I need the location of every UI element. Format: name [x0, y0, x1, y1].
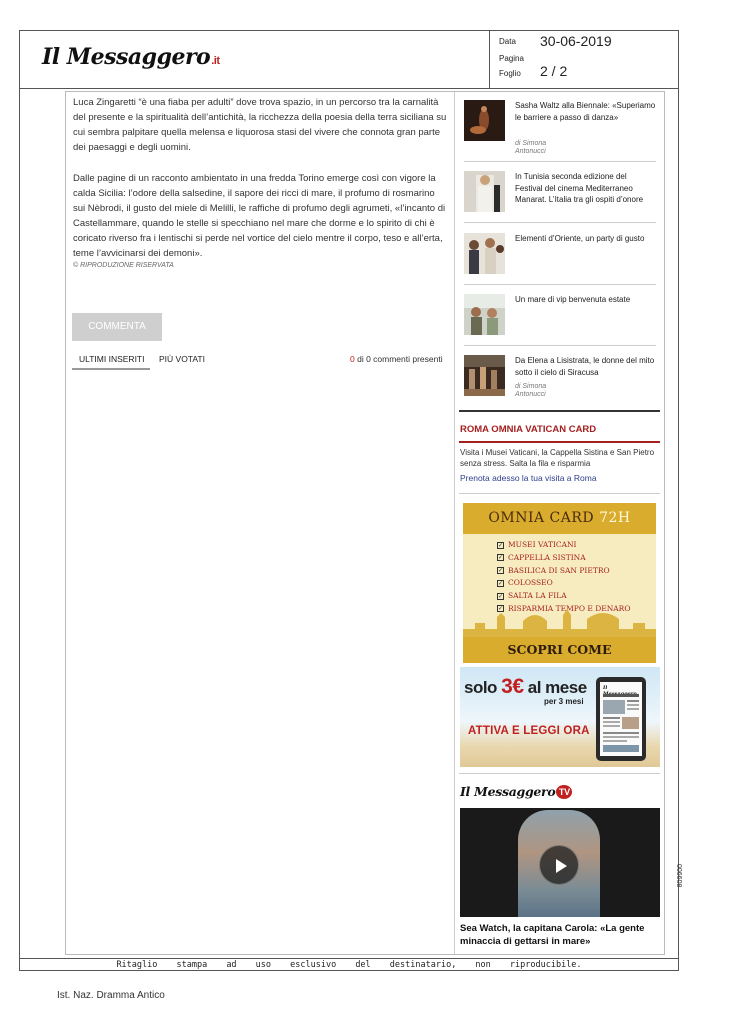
news-author: di Simona Antonucci — [515, 140, 547, 155]
omnia-card-item — [497, 577, 630, 590]
omnia-card-ad[interactable] — [463, 503, 656, 663]
omnia-description: Visita i Musei Vaticani, la Cappella Sistina e San Pietro senza stress. Salta la fila e risparmia — [460, 448, 655, 468]
omnia-card-title — [463, 503, 656, 534]
video-caption[interactable]: Sea Watch, la capitana Carola: «La gente minaccia di gettarsi in mare» — [460, 923, 645, 947]
rome-skyline-icon — [463, 603, 656, 637]
date-value: 30-06-2019 — [540, 33, 612, 49]
news-thumbnail — [464, 294, 505, 335]
omnia-card-title-text: OMNIA CARD — [488, 510, 595, 526]
omnia-card-item-label: MUSEI VATICANI — [508, 540, 577, 549]
omnia-card-item-label: BASILICA DI SAN PIETRO — [508, 565, 610, 575]
news-author: di Simona Antonucci — [515, 383, 547, 398]
news-thumbnail — [464, 171, 505, 212]
checkbox-icon: ✓ — [498, 554, 504, 562]
comment-count — [350, 354, 443, 364]
omnia-section-title[interactable]: ROMA OMNIA VATICAN CARD — [460, 424, 597, 435]
section-separator — [459, 493, 660, 494]
promo-price-prefix: solo — [464, 678, 502, 697]
news-title[interactable]: In Tunisia seconda edizione del Festival del cinema Mediterraneo Manarat. L’Italia tra gli ospiti d’onore — [515, 172, 644, 204]
checkbox-icon: ✓ — [498, 605, 504, 613]
comment-count-text: di 0 commenti presenti — [354, 354, 443, 364]
copyright-note: © RIPRODUZIONE RISERVATA — [73, 262, 174, 269]
article-paragraph: Luca Zingaretti “è una fiaba per adulti” dove trova spazio, in un percorso tra la carnalità del presente e la spiritualità dell’antichità, la ricchezza della poesia della terra siciliana su cui sembra palpitare quella melensa e liquorosa stasi del vivere che connota gran parte dei paesaggi e degli uomini. — [73, 97, 447, 153]
newspaper-page-icon — [603, 694, 639, 752]
play-icon[interactable] — [539, 845, 579, 885]
news-title[interactable]: Sasha Waltz alla Biennale: «Superiamo le barriere a passo di danza» — [515, 101, 656, 122]
promo-price — [464, 675, 587, 699]
tablet-masthead: Il — [603, 685, 608, 691]
logo-tld: .it — [211, 55, 220, 67]
promo-price-suffix: al mese — [523, 678, 587, 697]
subscription-promo[interactable] — [460, 667, 660, 767]
article-paragraph: Dalle pagine di un racconto ambientato in una fredda Torino emerge così con vigore la calda Sicilia: l’odore della salsedine, il sapore dei ricci di mare, il profumo di rosmarino sui Nèbrodi, il gusto del miele di Melilli, le raffiche di profumo degli agrumeti, «l’incanto di Castellammare, quando le stelle si specchiano nel mare che dorme e lo spirito di chi è coricato riverso fra i lentischi si perde nel vortice del cielo mentre il corpo, teso e all’erta, teme l’avvicinarsi dei demoni». — [73, 173, 446, 259]
omnia-card-item — [497, 552, 630, 565]
section-top-rule — [459, 410, 660, 412]
promo-price-amount: 3 — [501, 675, 513, 698]
column-divider — [454, 92, 455, 954]
checkbox-icon: ✓ — [498, 541, 504, 549]
omnia-card-item — [497, 565, 630, 578]
sheet-value: 2 / 2 — [540, 63, 568, 79]
news-title[interactable]: Da Elena a Lisistrata, le donne del mito sotto il cielo di Siracusa — [515, 356, 655, 377]
news-thumbnail — [464, 355, 505, 396]
news-title[interactable]: Elementi d’Oriente, un party di gusto — [515, 234, 645, 243]
tv-logo-text: Il Messaggero — [460, 784, 556, 799]
tab-most-voted[interactable]: PIÙ VOTATI — [159, 354, 205, 364]
promo-duration: per 3 mesi — [544, 697, 584, 706]
tv-badge: TV — [556, 785, 572, 799]
reproduction-notice: Ritaglio stampa ad uso esclusivo del destinatario, non riproducibile. — [116, 960, 582, 970]
checkbox-icon: ✓ — [498, 592, 504, 600]
tab-latest[interactable]: ULTIMI INSERITI — [72, 354, 150, 370]
omnia-card-item-label: COLOSSEO — [508, 578, 553, 588]
omnia-card-item-label: CAPPELLA SISTINA — [508, 552, 586, 562]
section-title-rule — [459, 441, 660, 443]
header-vertical-divider — [489, 30, 490, 88]
news-title[interactable]: Un mare di vip benvenuta estate — [515, 295, 631, 304]
page-label: Pagina — [499, 54, 524, 63]
tablet-icon — [596, 677, 646, 761]
checkbox-icon: ✓ — [498, 579, 504, 587]
checkbox-icon: ✓ — [498, 567, 504, 575]
omnia-card-item — [497, 539, 630, 552]
omnia-card-cta[interactable]: SCOPRI COME — [463, 637, 656, 663]
omnia-card-item — [497, 590, 630, 603]
news-separator — [464, 222, 656, 223]
news-thumbnail — [464, 100, 505, 141]
date-label: Data — [499, 37, 516, 46]
institute-name: Ist. Naz. Dramma Antico — [57, 990, 165, 1001]
promo-cta[interactable]: ATTIVA E LEGGI ORA — [468, 725, 590, 737]
omnia-booking-link[interactable]: Prenota adesso la tua visita a Roma — [460, 473, 597, 483]
news-separator — [464, 161, 656, 162]
news-separator — [464, 284, 656, 285]
section-separator — [459, 773, 660, 774]
promo-price-currency: € — [512, 675, 524, 698]
logo-main: Il Messaggero — [42, 44, 211, 70]
video-player[interactable] — [460, 808, 660, 917]
messaggero-tv-logo[interactable] — [460, 784, 572, 799]
clipping-code: 006608 — [675, 864, 682, 888]
news-thumbnail — [464, 233, 505, 274]
omnia-card-item-label: RISPARMIA TEMPO E DENARO — [508, 603, 631, 613]
omnia-card-item-label: SALTA LA FILA — [508, 591, 567, 601]
omnia-card-title-accent: 72H — [599, 510, 631, 526]
tablet-screen — [600, 682, 642, 756]
sheet-label: Foglio — [499, 69, 521, 78]
newspaper-logo — [42, 44, 220, 70]
comment-button[interactable]: COMMENTA — [72, 313, 162, 341]
header-divider — [19, 88, 679, 89]
comment-count-number: 0 — [350, 354, 355, 364]
news-separator — [464, 345, 656, 346]
